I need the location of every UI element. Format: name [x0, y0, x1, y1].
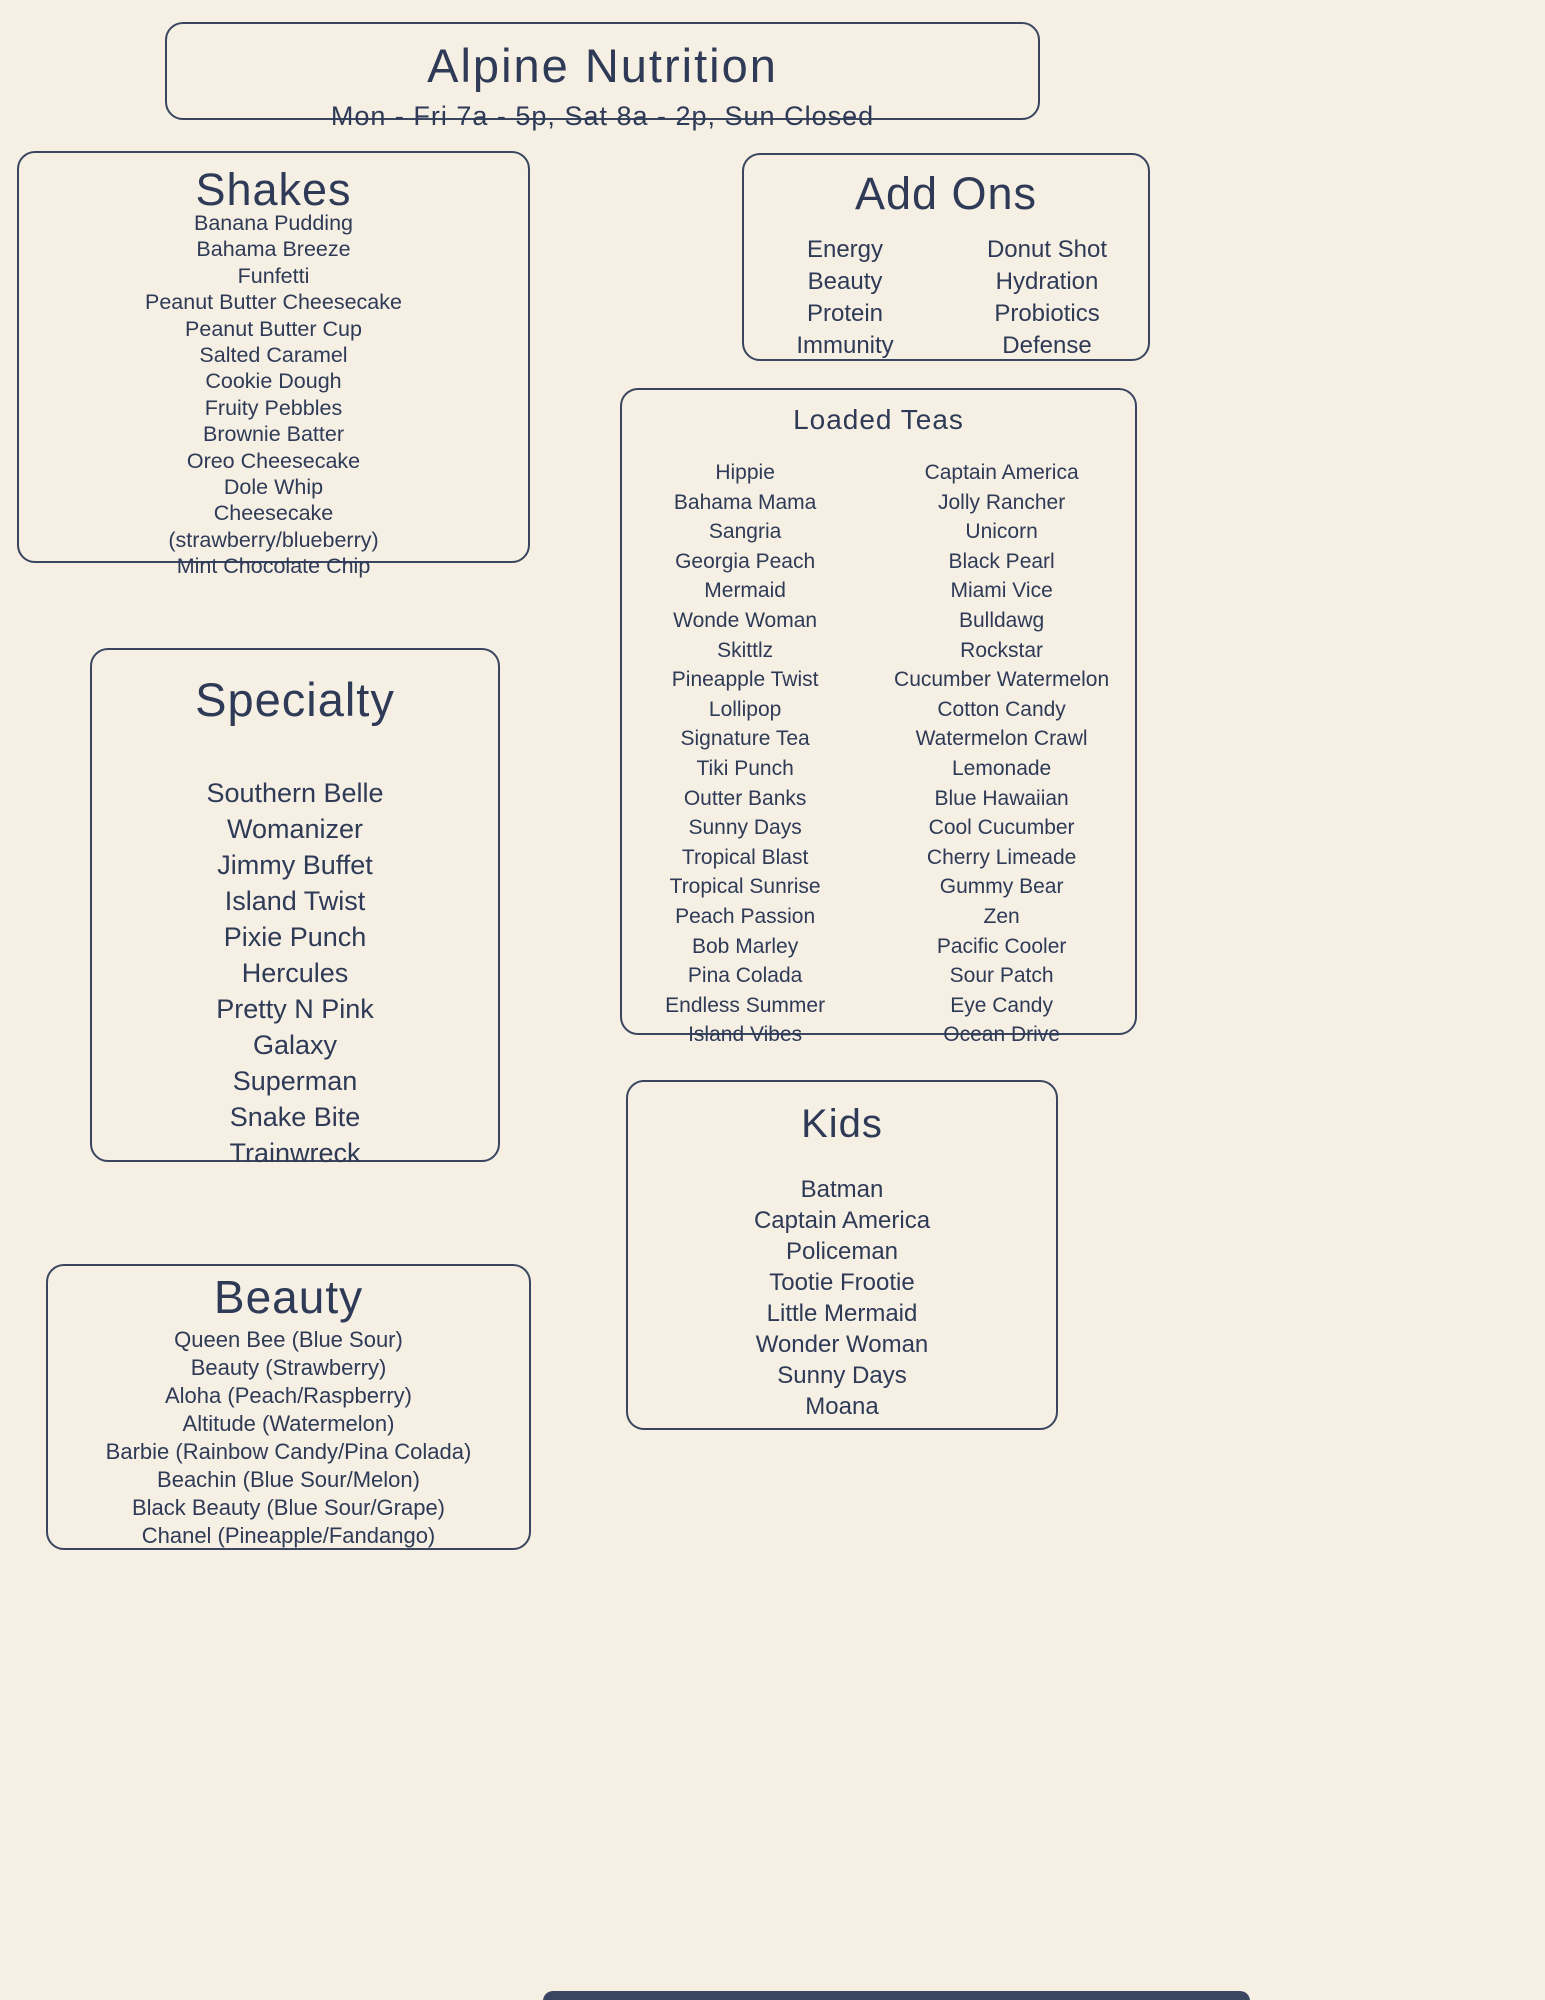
- menu-item: Sour Patch: [949, 964, 1054, 988]
- menu-item: Pina Colada: [687, 964, 803, 988]
- header-box: [165, 22, 1040, 131]
- menu-item: Lollipop: [708, 697, 782, 721]
- menu-item: Probiotics: [994, 300, 1100, 327]
- menu-item: Chanel (Pineapple/Fandango): [141, 1523, 436, 1548]
- menu-item: Captain America: [924, 461, 1079, 484]
- section-title-add-ons: Add Ons: [854, 168, 1038, 219]
- menu-item: Mint Chocolate Chip: [176, 554, 371, 579]
- menu-item: Peanut Butter Cheesecake: [145, 290, 402, 315]
- section-add-ons: [742, 153, 1150, 361]
- menu-item: Cotton Candy: [937, 697, 1066, 721]
- menu-item: Tropical Sunrise: [669, 875, 821, 899]
- menu-item: Watermelon Crawl: [915, 727, 1088, 751]
- menu-item: Hydration: [995, 268, 1099, 295]
- menu-item: Tropical Blast: [681, 845, 809, 869]
- menu-item: Black Pearl: [948, 549, 1055, 573]
- menu-item: Southern Belle: [206, 778, 384, 808]
- menu-item: Galaxy: [252, 1030, 338, 1060]
- menu-item: Unicorn: [965, 520, 1038, 544]
- menu-item: Blue Hawaiian: [934, 786, 1069, 810]
- menu-item: Tootie Frootie: [769, 1269, 915, 1296]
- menu-item: Beauty: [807, 268, 883, 295]
- beauty-list: [48, 1326, 529, 1550]
- menu-item: Hippie: [715, 461, 775, 484]
- menu-item: Sunny Days: [688, 816, 802, 840]
- menu-item: Island Vibes: [688, 1023, 803, 1047]
- menu-item: Black Beauty (Blue Sour/Grape): [131, 1495, 446, 1520]
- menu-item: Cheesecake: [213, 501, 334, 526]
- section-title-loaded-teas: Loaded Teas: [793, 404, 964, 435]
- menu-item: Wonder Woman: [755, 1331, 929, 1358]
- menu-item: Rockstar: [960, 638, 1044, 662]
- menu-item: Cherry Limeade: [926, 845, 1077, 869]
- loaded-teas-columns: [622, 458, 1135, 1050]
- menu-item: Mermaid: [704, 579, 786, 603]
- menu-item: Dole Whip: [223, 475, 324, 500]
- specialty-list: [92, 775, 498, 1171]
- menu-item: Womanizer: [226, 814, 364, 844]
- menu-item: Georgia Peach: [675, 549, 816, 573]
- menu-item: Little Mermaid: [766, 1300, 918, 1327]
- menu-item: Peanut Butter Cup: [185, 316, 362, 341]
- menu-item: Salted Caramel: [199, 343, 348, 368]
- menu-item: Oreo Cheesecake: [186, 448, 361, 473]
- menu-item: Funfetti: [237, 263, 310, 288]
- shakes-list: [19, 210, 528, 580]
- menu-item: Beachin (Blue Sour/Melon): [157, 1467, 420, 1492]
- menu-item: Queen Bee (Blue Sour): [174, 1327, 403, 1352]
- menu-item: Miami Vice: [950, 579, 1053, 603]
- menu-item: Beauty (Strawberry): [190, 1355, 387, 1380]
- menu-item: Lemonade: [951, 756, 1052, 780]
- menu-item: Cucumber Watermelon: [894, 668, 1110, 692]
- menu-item: Sunny Days: [777, 1362, 907, 1389]
- section-specialty: [90, 648, 500, 1168]
- section-title-kids: Kids: [801, 1102, 883, 1146]
- menu-item: Bulldawg: [958, 608, 1045, 632]
- section-title-beauty: Beauty: [213, 1271, 364, 1323]
- menu-item: Protein: [806, 300, 884, 327]
- menu-item: Pacific Cooler: [936, 934, 1067, 958]
- section-title-specialty: Specialty: [195, 673, 395, 726]
- menu-item: Fruity Pebbles: [204, 395, 343, 420]
- menu-item: Jimmy Buffet: [217, 850, 373, 880]
- menu-item: Tiki Punch: [696, 756, 794, 780]
- page-title: Alpine Nutrition: [427, 39, 778, 92]
- menu-item: Donut Shot: [986, 236, 1108, 263]
- loaded-teas-column-right: [868, 458, 1135, 1050]
- section-loaded-teas: [620, 388, 1137, 1047]
- menu-item: Pretty N Pink: [216, 994, 374, 1024]
- menu-item: Barbie (Rainbow Candy/Pina Colada): [105, 1439, 472, 1464]
- menu-item: Endless Summer: [665, 993, 826, 1017]
- menu-item: Moana: [805, 1393, 879, 1420]
- menu-item: Immunity: [796, 332, 894, 359]
- menu-item: Gummy Bear: [939, 875, 1064, 899]
- menu-item: Eye Candy: [950, 993, 1053, 1017]
- menu-item: Brownie Batter: [202, 422, 344, 447]
- menu-item: Batman: [800, 1176, 884, 1203]
- menu-item: Sangria: [708, 520, 782, 544]
- menu-item: Policeman: [785, 1238, 899, 1265]
- kids-list: [628, 1174, 1056, 1422]
- add-ons-columns: [744, 234, 1148, 362]
- section-shakes: [17, 151, 530, 579]
- menu-item: Pixie Punch: [223, 922, 367, 952]
- menu-item: Bahama Mama: [673, 490, 817, 514]
- loaded-teas-column-left: [622, 458, 868, 1050]
- menu-item: Captain America: [753, 1207, 931, 1234]
- cutoff-box-top-edge: [543, 1991, 1250, 2000]
- menu-item: Island Twist: [224, 886, 366, 916]
- menu-item: Cool Cucumber: [928, 816, 1075, 840]
- menu-item: Bahama Breeze: [196, 237, 351, 262]
- menu-item: Peach Passion: [675, 904, 816, 928]
- menu-item: Skittlz: [717, 638, 774, 662]
- menu-item: Signature Tea: [680, 727, 810, 751]
- menu-item: Banana Pudding: [193, 211, 353, 235]
- menu-item: Pineapple Twist: [671, 668, 819, 692]
- menu-item: Altitude (Watermelon): [182, 1411, 395, 1436]
- menu-item: Bob Marley: [692, 934, 799, 958]
- menu-item: Zen: [983, 904, 1020, 928]
- menu-item: Snake Bite: [229, 1102, 361, 1132]
- add-ons-column-right: [946, 234, 1148, 362]
- menu-item: Aloha (Peach/Raspberry): [164, 1383, 412, 1408]
- menu-item: Ocean Drive: [943, 1023, 1060, 1047]
- section-kids: [626, 1080, 1058, 1430]
- menu-item: Energy: [806, 236, 884, 263]
- menu-item: Jolly Rancher: [937, 490, 1066, 514]
- menu-item: Trainwreck: [229, 1138, 361, 1168]
- menu-item: (strawberry/blueberry): [168, 527, 379, 552]
- section-beauty: [46, 1264, 531, 1550]
- hours-text: Mon - Fri 7a - 5p, Sat 8a - 2p, Sun Closed: [330, 101, 875, 131]
- menu-item: Superman: [232, 1066, 358, 1096]
- add-ons-column-left: [744, 234, 946, 362]
- section-title-shakes: Shakes: [195, 164, 352, 215]
- menu-item: Cookie Dough: [205, 369, 342, 394]
- menu-item: Hercules: [241, 958, 349, 988]
- menu-item: Wonde Woman: [673, 608, 818, 632]
- menu-item: Defense: [1002, 332, 1092, 359]
- menu-item: Outter Banks: [683, 786, 807, 810]
